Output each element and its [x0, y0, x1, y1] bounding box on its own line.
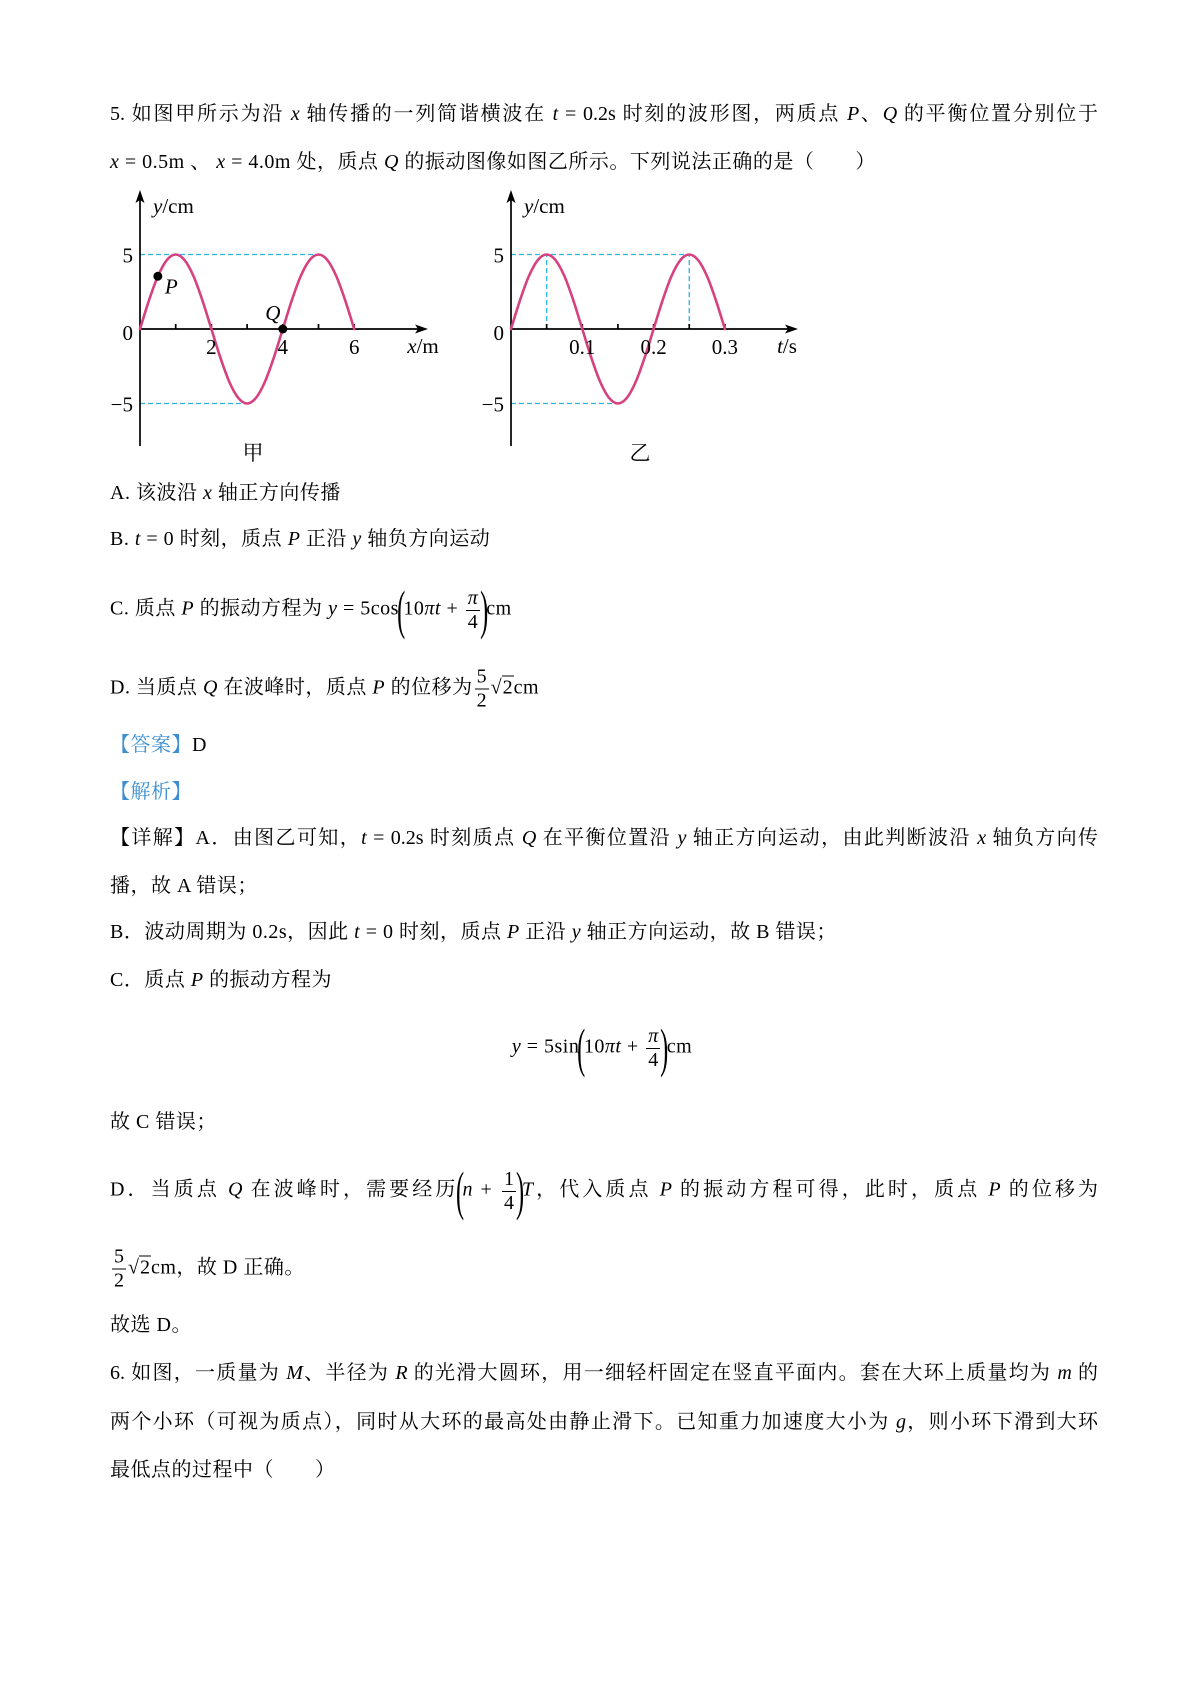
math-variable: n — [462, 1178, 473, 1201]
text-segment: 正沿 — [519, 921, 572, 943]
text-segment: 的振动方程可得，此时，质点 — [671, 1178, 989, 1201]
fraction-denominator: 4 — [467, 610, 478, 633]
text-segment: 的位移为 — [385, 676, 473, 699]
fraction — [466, 587, 480, 634]
math-variable: y — [328, 597, 338, 620]
math-variable: R — [395, 1362, 408, 1384]
text-segment: cm — [666, 1035, 693, 1058]
detail-line-6 — [110, 1108, 217, 1136]
y-tick-label: −5 — [481, 392, 504, 417]
text-segment: cm — [486, 597, 512, 620]
text-segment: 故 C 错误； — [110, 1111, 217, 1133]
detail-line-8 — [110, 1246, 305, 1293]
text-segment: 的振动方程为 — [194, 597, 329, 620]
x-axis-label — [406, 334, 439, 358]
detail-line-1 — [110, 824, 1098, 852]
option-c — [110, 580, 512, 640]
section-label: 【解析】 — [110, 781, 192, 803]
math-variable: πt — [604, 1035, 622, 1058]
text-segment: 在波峰时，质点 — [217, 676, 373, 699]
radicand: 2 — [139, 1256, 150, 1279]
text-segment: 两个小环（可视为质点），同时从大环的最高处由静止滑下。已知重力加速度大小为 — [110, 1411, 896, 1433]
detail-line-3 — [110, 918, 837, 946]
fraction-denominator: 2 — [476, 689, 487, 712]
text-segment: 的振动图像如图乙所示。下列说法正确的是（ ） — [398, 151, 876, 173]
text-segment: 的光滑大圆环，用一细轻杆固定在竖直平面内。套在大环上质量均为 — [407, 1362, 1058, 1384]
math-variable: x — [216, 151, 226, 173]
y-tick-label: 5 — [122, 243, 133, 268]
figure-caption: 乙 — [629, 441, 651, 465]
text-segment: 轴正方向运动，由此判断波沿 — [686, 827, 978, 849]
question-6-stem-line-1 — [110, 1359, 1098, 1387]
fraction-numerator: π — [467, 586, 478, 609]
left-parenthesis: ( — [396, 580, 406, 640]
text-segment: A. 该波沿 — [110, 482, 203, 504]
detail-formula — [0, 1018, 1200, 1078]
text-segment: ，则小环下滑到大环 — [905, 1411, 1099, 1433]
square-root — [491, 674, 514, 702]
text-segment: D．当质点 — [110, 1178, 229, 1201]
text-segment: 在波峰时，需要经历 — [242, 1178, 459, 1201]
fraction-denominator: 4 — [503, 1191, 514, 1214]
text-segment: 轴正方向运动，故 B 错误； — [581, 921, 837, 943]
text-segment: 、半径为 — [302, 1362, 396, 1384]
math-variable: Q — [202, 676, 218, 699]
x-tick-label: 2 — [206, 335, 217, 359]
text-segment: 最低点的过程中（ ） — [110, 1459, 336, 1481]
fraction — [475, 666, 489, 713]
text-segment: = 5sin — [521, 1035, 580, 1058]
text-segment: ，代入质点 — [533, 1178, 660, 1201]
fraction-denominator: 2 — [114, 1269, 124, 1292]
section-label: 【答案】 — [110, 734, 192, 756]
text-segment: 5. 如图甲所示为沿 — [110, 103, 291, 125]
math-variable: x — [202, 482, 213, 504]
math-variable: t — [552, 103, 559, 125]
text-segment: 轴负方向运动 — [361, 528, 491, 550]
math-variable: M — [286, 1362, 303, 1384]
x-axis-label-variable: t — [777, 334, 783, 358]
text-segment: cm — [513, 676, 540, 699]
text-segment: 正沿 — [300, 528, 353, 550]
y-tick-label: 5 — [493, 243, 504, 268]
question-5-stem-line-2 — [110, 148, 876, 176]
x-axis-arrow-icon — [785, 325, 798, 334]
y-axis-label — [522, 194, 565, 218]
math-variable: P — [372, 676, 386, 699]
text-segment: 轴正方向传播 — [212, 482, 341, 504]
point-q-label: Q — [265, 301, 281, 325]
math-variable: P — [988, 1178, 1001, 1201]
y-axis-arrow-icon — [507, 190, 516, 203]
question-6-stem-line-2 — [110, 1408, 1098, 1436]
right-parenthesis: ) — [479, 580, 489, 640]
math-variable: P — [659, 1178, 672, 1201]
text-segment: + — [472, 1178, 500, 1201]
x-tick-label: 4 — [277, 335, 289, 359]
y-axis-label-variable: y — [153, 194, 163, 218]
x-axis-label-unit: /m — [416, 334, 439, 358]
option-b — [110, 525, 490, 553]
x-tick-label: 0.2 — [640, 335, 667, 359]
text-segment: D — [192, 734, 207, 756]
radicand: 2 — [502, 676, 513, 699]
point-p-marker — [153, 272, 162, 281]
detail-line-4 — [110, 966, 332, 994]
text-segment: 10 — [583, 1035, 605, 1058]
math-variable: y — [571, 921, 582, 943]
math-variable: P — [181, 597, 195, 620]
x-tick-label: 0.1 — [569, 335, 596, 359]
text-segment: 的 — [1071, 1362, 1099, 1384]
y-axis-arrow-icon — [136, 190, 145, 203]
text-segment: = 0 时刻，质点 — [360, 921, 507, 943]
y-axis-label-unit: /cm — [533, 194, 565, 218]
math-variable: t — [361, 827, 367, 849]
text-segment: 在平衡位置沿 — [536, 827, 678, 849]
x-axis-label-unit: /s — [782, 334, 797, 358]
fraction — [502, 1168, 516, 1215]
text-segment: 的位移为 — [1000, 1178, 1099, 1201]
x-axis-label-variable: x — [407, 334, 417, 358]
math-variable: g — [895, 1411, 906, 1433]
y-axis-label-unit: /cm — [162, 194, 194, 218]
text-segment: 【详解】A．由图乙可知， — [110, 827, 362, 849]
fraction-numerator: 1 — [503, 1167, 514, 1190]
origin-label: 0 — [122, 321, 133, 345]
text-segment: 6. 如图，一质量为 — [110, 1362, 287, 1384]
x-tick-label: 6 — [348, 335, 360, 359]
y-tick-label: −5 — [110, 392, 133, 417]
math-variable: y — [352, 528, 362, 550]
analysis-heading — [110, 778, 192, 806]
text-segment: + — [621, 1035, 645, 1058]
math-variable: P — [190, 969, 204, 991]
right-parenthesis: ) — [515, 1161, 524, 1221]
detail-line-7 — [110, 1161, 1099, 1221]
math-variable: Q — [882, 103, 898, 125]
text-segment: 轴负方向传 — [986, 827, 1099, 849]
text-segment: = 4.0m 处，质点 — [225, 151, 384, 173]
square-root — [128, 1254, 151, 1282]
math-variable: P — [506, 921, 520, 943]
math-variable: t — [134, 528, 141, 550]
y-axis-label — [151, 194, 194, 218]
text-segment: = 0.2s 时刻质点 — [366, 827, 522, 849]
point-p-label: P — [164, 274, 178, 299]
origin-label: 0 — [493, 321, 504, 345]
question-5-stem-line-1 — [110, 100, 1098, 128]
right-parenthesis: ) — [660, 1018, 669, 1078]
math-variable: x — [110, 151, 120, 173]
detail-conclusion — [110, 1311, 192, 1339]
text-segment: = 0.5m 、 — [119, 151, 217, 173]
text-segment: 故选 D。 — [110, 1314, 192, 1336]
fraction-numerator: π — [648, 1024, 659, 1047]
text-segment: + — [440, 597, 464, 620]
point-q-marker — [278, 325, 287, 334]
text-segment: 播，故 A 错误； — [110, 875, 258, 897]
detail-line-2 — [110, 872, 258, 900]
text-segment: D. 当质点 — [110, 676, 203, 699]
y-axis-label-variable: y — [524, 194, 534, 218]
fraction-denominator: 4 — [648, 1048, 659, 1071]
math-variable: P — [846, 103, 860, 125]
math-variable: y — [511, 1035, 522, 1058]
left-parenthesis: ( — [577, 1018, 586, 1078]
math-variable: πt — [424, 597, 441, 620]
math-variable: Q — [228, 1178, 243, 1201]
x-axis-label — [777, 334, 797, 358]
question-6-stem-line-3 — [110, 1456, 336, 1484]
text-segment: = 5cos — [337, 597, 399, 620]
option-a — [110, 479, 341, 507]
text-segment: = 0.2s 时刻的波形图，两质点 — [558, 103, 847, 125]
answer-line — [110, 731, 207, 759]
math-variable: Q — [383, 151, 399, 173]
math-variable: P — [287, 528, 301, 550]
fraction — [112, 1246, 126, 1293]
fraction-numerator: 5 — [114, 1245, 124, 1268]
wave-curve — [511, 255, 725, 404]
text-segment: 的振动方程为 — [203, 969, 333, 991]
math-variable: T — [521, 1178, 534, 1201]
fraction — [646, 1025, 660, 1072]
math-variable: m — [1057, 1362, 1072, 1384]
text-segment: cm，故 D 正确。 — [150, 1256, 305, 1279]
text-segment: 、 — [859, 103, 883, 125]
text-segment: 的平衡位置分别位于 — [897, 103, 1099, 125]
wave-curve — [140, 255, 354, 404]
text-segment: C．质点 — [110, 969, 191, 991]
question-5-figures — [0, 0, 1200, 480]
fraction-numerator: 5 — [476, 665, 487, 688]
math-variable: x — [977, 827, 987, 849]
figure-caption: 甲 — [242, 441, 264, 465]
text-segment: 轴传播的一列简谐横波在 — [299, 103, 553, 125]
math-variable: x — [290, 103, 300, 125]
math-variable: t — [354, 921, 361, 943]
text-segment: B. — [110, 528, 135, 550]
text-segment: = 0 时刻，质点 — [140, 528, 288, 550]
x-tick-label: 0.3 — [711, 335, 739, 359]
text-segment: C. 质点 — [110, 597, 182, 620]
text-segment: 10 — [403, 597, 425, 620]
math-variable: y — [677, 827, 687, 849]
math-variable: Q — [521, 827, 537, 849]
x-axis-arrow-icon — [415, 325, 428, 334]
option-d — [110, 666, 539, 713]
text-segment: B．波动周期为 0.2s，因此 — [110, 921, 355, 943]
left-parenthesis: ( — [456, 1161, 465, 1221]
